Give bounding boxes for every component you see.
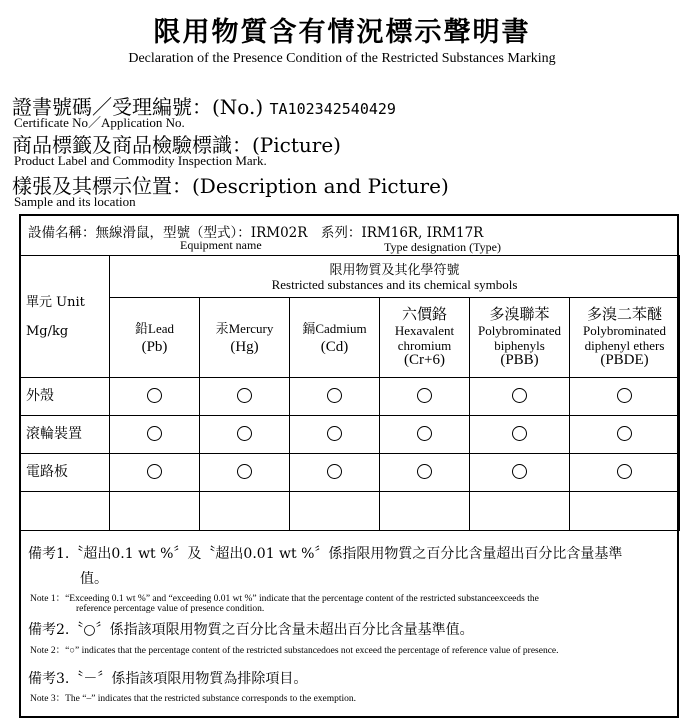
circle-mark (417, 426, 432, 441)
column-symbol: (PBDE) (600, 351, 649, 368)
mark-cell (380, 454, 470, 492)
column-header-mercury (200, 298, 290, 378)
column-symbol: (Cr+6) (404, 351, 445, 368)
column-name: 鉛Lead (135, 320, 174, 336)
certificate-label-en: Certificate No／Application No. (14, 115, 185, 130)
column-symbol: (Hg) (230, 338, 259, 355)
circle-mark (512, 426, 527, 441)
column-name-en: Polybrominated (477, 322, 562, 338)
table-row (20, 454, 680, 492)
column-header-hexavalent-chromium (380, 298, 470, 378)
column-symbol: (PBB) (500, 351, 539, 368)
column-name: 鎘Cadmium (302, 320, 367, 336)
table-row (20, 416, 680, 454)
type-designation-en: Type designation (Type) (384, 240, 501, 254)
column-name-en: diphenyl ethers (584, 337, 665, 353)
certificate-label-zh: 證書號碼／受理編號：(No.) (12, 95, 264, 119)
column-name-zh: 六價鉻 (401, 306, 447, 323)
empty-cell (290, 492, 380, 531)
table-row-empty (20, 492, 680, 531)
restricted-substances-header (110, 256, 680, 298)
row-unit-label: 外殼 (20, 378, 110, 416)
column-name-en: biphenyls (494, 337, 545, 353)
circle-mark (512, 388, 527, 403)
column-header-lead (110, 298, 200, 378)
column-symbol: (Cd) (320, 338, 349, 355)
circle-mark (237, 426, 252, 441)
empty-cell (570, 492, 680, 531)
product-label-heading-en: Product Label and Commodity Inspection Mark. (14, 153, 267, 168)
note1-en-cont: reference percentage value of presence condition. (76, 604, 265, 614)
circle-mark (512, 464, 527, 479)
equipment-line: 設備名稱：無線滑鼠，型號（型式）：IRM02R 系列：IRM16R, IRM17R (28, 225, 484, 241)
unit-header-mg: Mg/kg (26, 323, 69, 339)
circle-mark (237, 388, 252, 403)
mark-cell (570, 378, 680, 416)
equipment-name-en: Equipment name (180, 238, 262, 252)
column-symbol: (Pb) (141, 338, 168, 355)
mark-cell (470, 378, 570, 416)
circle-mark (327, 426, 342, 441)
circle-mark (237, 464, 252, 479)
mark-cell (470, 416, 570, 454)
circle-mark (617, 388, 632, 403)
sample-heading-en: Sample and its location (14, 194, 136, 209)
mark-cell (470, 454, 570, 492)
mark-cell (200, 416, 290, 454)
mark-cell (290, 378, 380, 416)
mark-cell (110, 454, 200, 492)
unit-header-zh: 單元 Unit (26, 294, 85, 310)
column-name-zh: 多溴聯苯 (489, 306, 550, 323)
column-name-en: Polybrominated (582, 322, 667, 338)
sample-heading: 樣張及其標示位置：(Description and Picture) (12, 174, 449, 198)
restricted-header-zh: 限用物質及其化學符號 (329, 261, 460, 277)
circle-mark (417, 464, 432, 479)
table-row (20, 378, 680, 416)
certificate-number: TA102342540429 (269, 100, 396, 118)
column-name: 汞Mercury (215, 320, 274, 336)
column-name-en: chromium (397, 337, 452, 353)
empty-cell (110, 492, 200, 531)
document-title: 限用物質含有情況標示聲明書 (153, 17, 531, 48)
column-header-pbb (470, 298, 570, 378)
note3-en: Note 3：The “–” indicates that the restricted substance corresponds to the exemption. (30, 694, 357, 704)
empty-cell (380, 492, 470, 531)
product-label-heading: 商品標籤及商品檢驗標識：(Picture) (12, 133, 341, 157)
note1-zh-cont: 值。 (80, 571, 108, 587)
circle-mark (617, 426, 632, 441)
mark-cell (290, 416, 380, 454)
circle-mark (417, 388, 432, 403)
restricted-substances-table (19, 255, 680, 531)
restricted-header-en: Restricted substances and its chemical symbols (271, 276, 518, 292)
note2-zh: 備考2.〝○〞係指該項限用物質之百分比含量未超出百分比含量基準值。 (28, 622, 474, 638)
mark-cell (200, 378, 290, 416)
mark-cell (200, 454, 290, 492)
row-unit-label: 滾輪裝置 (20, 416, 110, 454)
mark-cell (570, 454, 680, 492)
mark-cell (380, 378, 470, 416)
empty-cell (20, 492, 110, 531)
mark-cell (570, 416, 680, 454)
circle-mark (327, 464, 342, 479)
circle-mark (147, 388, 162, 403)
note1-en: Note 1：“Exceeding 0.1 wt %” and “exceeding 0.01 wt %” indicate that the percentage content of the restricted substanceexceeds the (30, 594, 539, 604)
mark-cell (110, 378, 200, 416)
mark-cell (290, 454, 380, 492)
row-unit-label: 電路板 (20, 454, 110, 492)
note3-zh: 備考3.〝－〞係指該項限用物質為排除項目。 (28, 671, 308, 687)
mark-cell (110, 416, 200, 454)
circle-mark (617, 464, 632, 479)
circle-mark (147, 426, 162, 441)
column-header-cadmium (290, 298, 380, 378)
note1-zh: 備考1.〝超出0.1 wt %〞及〝超出0.01 wt %〞係指限用物質之百分比含量超出百分比含量基準 (28, 546, 623, 562)
column-name-zh: 多溴二苯醚 (587, 306, 663, 323)
document-subtitle: Declaration of the Presence Condition of the Restricted Substances Marking (128, 51, 556, 66)
empty-cell (200, 492, 290, 531)
unit-header (20, 256, 110, 378)
circle-mark (147, 464, 162, 479)
note2-en: Note 2：“○” indicates that the percentage content of the restricted substancedoes not exceed the percentage of reference value of presence. (30, 646, 559, 656)
column-header-pbde (570, 298, 680, 378)
column-name-en: Hexavalent (394, 322, 455, 338)
mark-cell (380, 416, 470, 454)
circle-mark (327, 388, 342, 403)
empty-cell (470, 492, 570, 531)
